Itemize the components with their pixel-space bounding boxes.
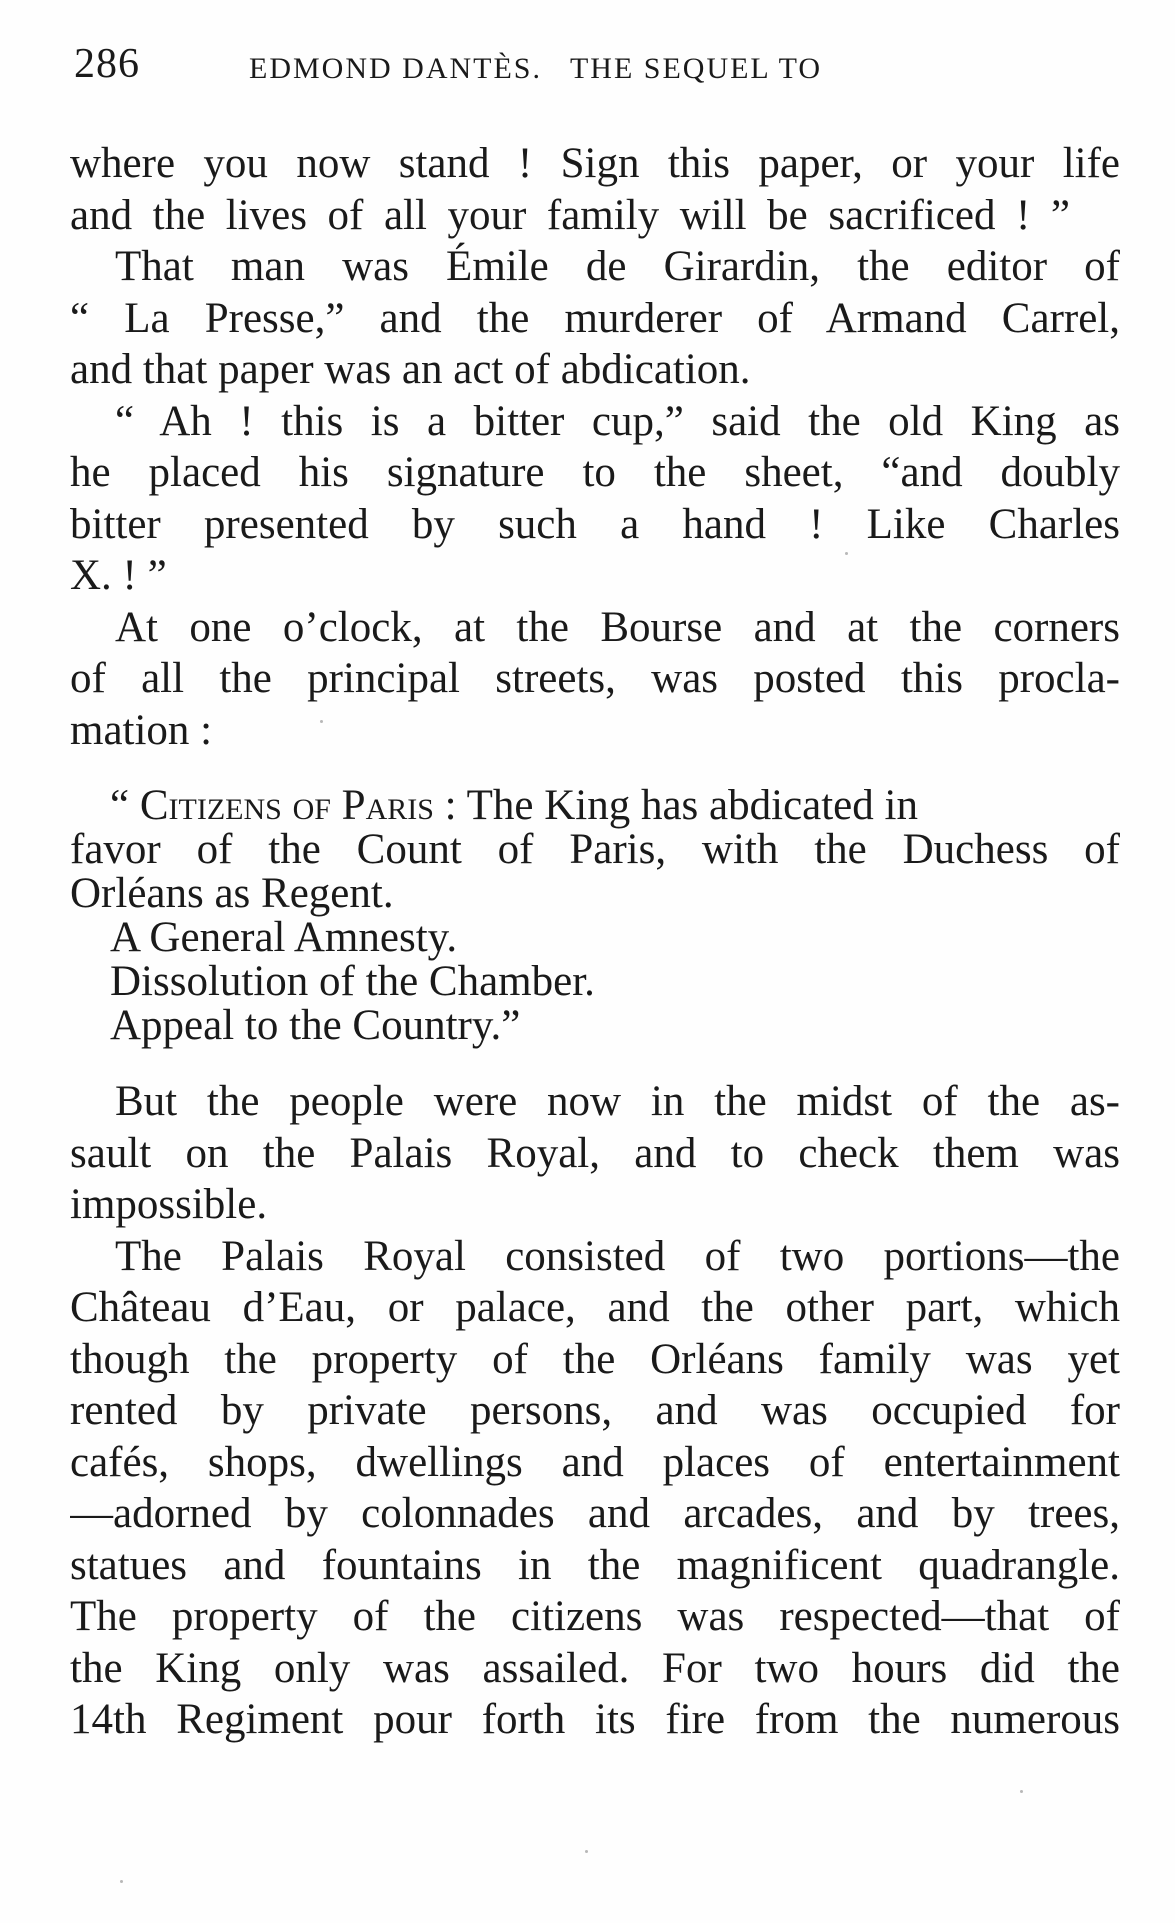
proclamation-line xyxy=(70,784,1120,828)
paper-speck xyxy=(585,1850,588,1853)
text-line: of all the principal streets, was posted this procla- xyxy=(70,655,1120,702)
text-line: statues and fountains in the magnificent quadrangle. xyxy=(70,1541,1120,1589)
text-line: and the lives of all your family will be sacrificed ! ” xyxy=(70,191,1070,239)
paper-speck xyxy=(320,720,323,723)
text-line: —adorned by colonnades and arcades, and by trees, xyxy=(70,1490,1120,1537)
text-line: That man was Émile de Girardin, the editor of xyxy=(115,243,1120,290)
text-line: he placed his signature to the sheet, “and doubly xyxy=(70,449,1120,496)
proclamation-salutation: “ Citizens of Paris : xyxy=(110,782,457,829)
text-line: impossible. xyxy=(70,1181,268,1228)
paper-speck xyxy=(120,1880,123,1883)
text-line: “ Ah ! this is a bitter cup,” said the old King as xyxy=(115,397,1120,445)
text-line: 14th Regiment pour forth its fire from the numerous xyxy=(70,1696,1120,1743)
proclamation-item: Appeal to the Country.” xyxy=(110,1002,521,1049)
text-line: “ La Presse,” and the murderer of Armand Carrel, xyxy=(70,294,1120,342)
text-line: bitter presented by such a hand ! Like Charles xyxy=(70,500,1120,548)
spacer xyxy=(70,1048,1120,1076)
text-line: the King only was assailed. For two hours did the xyxy=(70,1644,1120,1692)
text-line: and that paper was an act of abdication. xyxy=(70,346,751,393)
text-line: At one o’clock, at the Bourse and at the corners xyxy=(115,603,1120,651)
proclamation-line: favor of the Count of Paris, with the Duchess of xyxy=(70,828,1120,872)
proclamation-text: The King has abdicated in xyxy=(456,782,918,829)
text-line: rented by private persons, and was occupied for xyxy=(70,1387,1120,1434)
text-line: though the property of the Orléans family was yet xyxy=(70,1335,1120,1383)
spacer xyxy=(70,756,1120,784)
proclamation xyxy=(70,784,1120,1048)
paper-speck xyxy=(1020,1790,1023,1793)
body-text xyxy=(70,138,1120,1746)
proclamation-item: Dissolution of the Chamber. xyxy=(110,958,595,1005)
text-line: sault on the Palais Royal, and to check them was xyxy=(70,1129,1120,1177)
text-line: where you now stand ! Sign this paper, or your life xyxy=(70,140,1120,187)
running-title: EDMOND DANTÈS. THE SEQUEL TO xyxy=(249,52,823,85)
text-line: The property of the citizens was respected—that of xyxy=(70,1593,1120,1640)
paper-speck xyxy=(845,552,848,555)
proclamation-line: Orléans as Regent. xyxy=(70,870,394,917)
text-line: X. ! ” xyxy=(70,552,167,599)
text-line: Château d’Eau, or palace, and the other part, which xyxy=(70,1284,1120,1331)
proclamation-item: A General Amnesty. xyxy=(110,914,458,961)
running-head xyxy=(74,40,1114,100)
text-line: But the people were now in the midst of the as- xyxy=(115,1078,1120,1125)
text-line: cafés, shops, dwellings and places of entertainment xyxy=(70,1438,1120,1486)
text-line: mation : xyxy=(70,706,213,754)
page-number: 286 xyxy=(74,41,140,87)
text-line: The Palais Royal consisted of two portions—the xyxy=(115,1232,1120,1280)
